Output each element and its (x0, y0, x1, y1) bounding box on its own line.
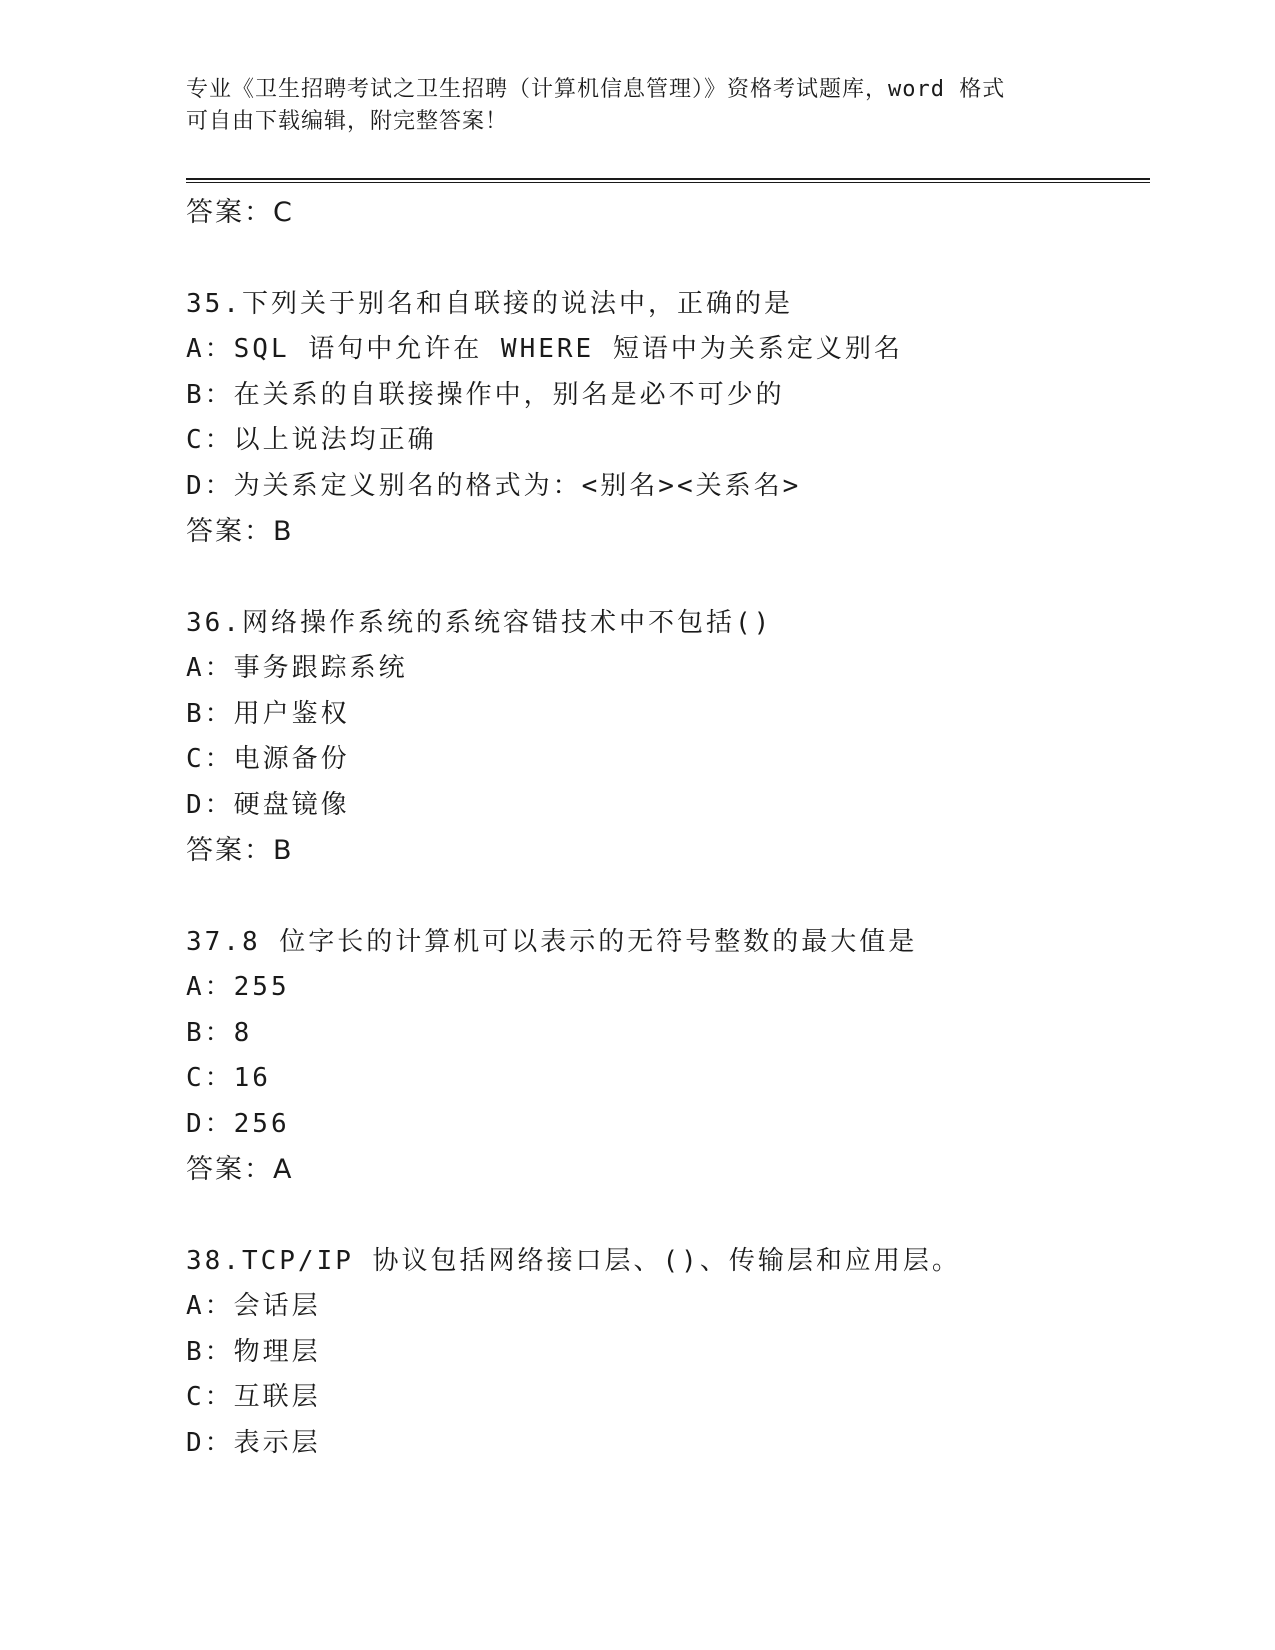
option-d: D：表示层 (186, 1427, 321, 1458)
answer: 答案：A (186, 1154, 294, 1185)
header-divider (186, 178, 1150, 183)
question-37 (186, 920, 1146, 1193)
option-d: D：硬盘镜像 (186, 789, 350, 820)
spacer (186, 555, 1146, 601)
answer: 答案：B (186, 835, 294, 866)
option-a: A：会话层 (186, 1291, 321, 1321)
option-d: D：为关系定义别名的格式为：<别名><关系名> (186, 470, 802, 501)
question-35 (186, 282, 1146, 555)
spacer (186, 874, 1146, 920)
option-a: A：事务跟踪系统 (186, 653, 408, 683)
option-c: C：互联层 (186, 1382, 321, 1412)
option-b: B：物理层 (186, 1336, 321, 1367)
answer-prev: 答案：C (186, 197, 294, 228)
question-stem: 37.8 位字长的计算机可以表示的无符号整数的最大值是 (186, 926, 918, 957)
option-c: C：以上说法均正确 (186, 425, 437, 455)
option-d: D：256 (186, 1108, 290, 1139)
header-line-2: 可自由下载编辑，附完整答案！ (186, 109, 509, 134)
option-b: B：在关系的自联接操作中，别名是必不可少的 (186, 379, 785, 410)
spacer (186, 236, 1146, 282)
question-stem: 35.下列关于别名和自联接的说法中，正确的是 (186, 288, 793, 319)
option-b: B：8 (186, 1017, 253, 1048)
question-list (186, 190, 1146, 1466)
option-b: B：用户鉴权 (186, 698, 350, 729)
question-38 (186, 1239, 1146, 1467)
question-stem: 36.网络操作系统的系统容错技术中不包括() (186, 607, 773, 638)
option-a: A：255 (186, 972, 290, 1002)
spacer (186, 1193, 1146, 1239)
option-c: C：16 (186, 1063, 271, 1093)
question-stem: 38.TCP/IP 协议包括网络接口层、()、传输层和应用层。 (186, 1245, 961, 1276)
option-a: A：SQL 语句中允许在 WHERE 短语中为关系定义别名 (186, 334, 903, 364)
header-line-1: 专业《卫生招聘考试之卫生招聘（计算机信息管理）》资格考试题库，word 格式 (186, 77, 1006, 102)
question-36 (186, 601, 1146, 874)
answer: 答案：B (186, 516, 294, 547)
document-header (186, 74, 1066, 138)
option-c: C：电源备份 (186, 744, 350, 774)
